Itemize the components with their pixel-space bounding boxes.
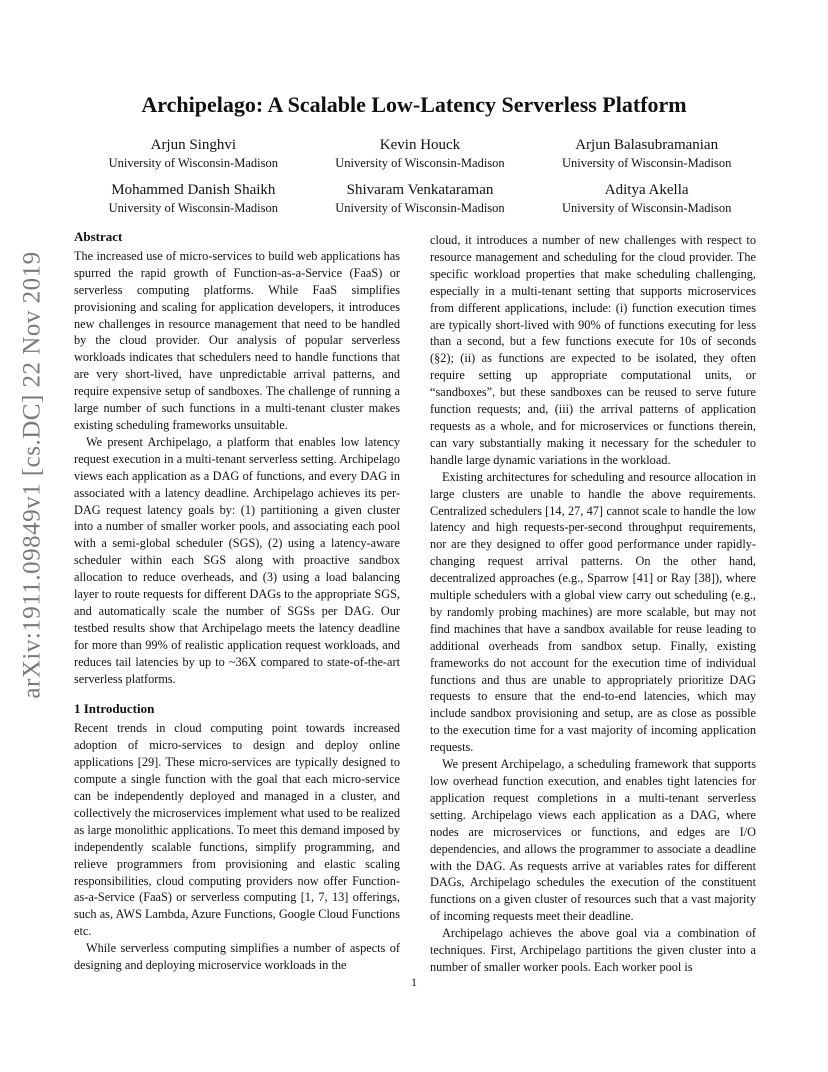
introduction-heading: 1 Introduction	[74, 701, 155, 717]
author-name: Aditya Akella	[604, 182, 689, 198]
arxiv-identifier-text: arXiv:1911.09849v1 [cs.DC] 22 Nov 2019	[19, 251, 47, 699]
author-block	[80, 181, 307, 216]
body-paragraph: Archipelago achieves the above goal via a combination of techniques. First, Archipelago partitions the given cluster into a number of smaller worker pools. Each worker pool is	[430, 926, 756, 974]
body-paragraph: cloud, it introduces a number of new challenges with respect to resource management and scheduling for the cloud provider. The specific workload properties that make scheduling challenging, especially in a multi-tenant setting that supports microservices from different applications, include: (i) function execution times are typically short-lived with 90% of functions executing for less than a second, but a few functions execute for 10s of seconds (§2); (ii) as functions are expected to be isolated, they often require setting up appropriate computational units, or “sandboxes”, but these sandboxes can be reused to serve future function requests; and, (iii) the arrival patterns of application requests as a whole, and for microservices or functions therein, can vary substantially making it necessary for the scheduler to handle large dynamic variations in the workload.	[430, 233, 756, 467]
abstract-paragraph: We present Archipelago, a platform that enables low latency request execution in a multi-tenant serverless setting. Archipelago views each application as a DAG of functions, and every DAG in associated with a latency deadline. Archipelago achieves its per-DAG request latency goals by: (1) partitioning a given cluster into a number of smaller worker pools, and associating each pool with a semi-global scheduler (SGS), (2) using a latency-aware scheduler within each SGS along with proactive sandbox allocation to reduce overheads, and (3) using a load balancing layer to route requests for different DAGs to the appropriate SGS, and automatically scale the number of SGSs per DAG. Our testbed results show that Archipelago meets the latency deadline for more than 99% of realistic application request workloads, and reduces tail latencies by up to ~36X compared to state-of-the-art serverless platforms.	[74, 434, 400, 686]
right-column	[430, 232, 756, 976]
author-list	[80, 136, 760, 216]
author-name: Arjun Balasubramanian	[575, 137, 719, 153]
author-affiliation: University of Wisconsin-Madison	[561, 201, 732, 215]
left-column	[74, 229, 400, 974]
author-name: Arjun Singhvi	[150, 137, 237, 153]
introduction-paragraph: Recent trends in cloud computing point towards increased adoption of micro-services to design and deploy online applications [29]. These micro-services are typically designed to compute a single function with the goal that each micro-service can be independently deployed and managed in a cluster, and collectively the microservices implement what used to be realized as large monolithic applications. To meet this demand imposed by independently scalable functions, simplify programming, and relieve programmers from provisioning and elastic scaling responsibilities, cloud computing providers now offer Function-as-a-Service (FaaS) or serverless computing [1, 7, 13] offerings, such as, AWS Lambda, Azure Functions, Google Cloud Functions etc.	[74, 721, 400, 939]
author-block	[307, 181, 534, 216]
page-number: 1	[411, 975, 417, 989]
author-affiliation: University of Wisconsin-Madison	[108, 201, 279, 215]
author-name: Shivaram Venkataraman	[346, 182, 494, 198]
author-name: Mohammed Danish Shaikh	[111, 182, 276, 198]
arxiv-identifier	[18, 251, 48, 699]
author-name: Kevin Houck	[379, 137, 461, 153]
paper-title: Archipelago: A Scalable Low-Latency Serverless Platform	[141, 92, 687, 117]
author-affiliation: University of Wisconsin-Madison	[108, 156, 279, 170]
abstract-paragraph: The increased use of micro-services to build web applications has spurred the rapid growth of Function-as-a-Service (FaaS) or serverless computing platforms. While FaaS simplifies provisioning and scaling for application developers, it introduces new challenges in resource management that need to be handled by the cloud provider. Our analysis of popular serverless workloads indicates that schedulers need to handle functions that are very short-lived, have unpredictable arrival patterns, and require expensive setup of sandboxes. The challenge of running a large number of such functions in a multi-tenant cluster makes existing scheduling frameworks unsuitable.	[74, 248, 400, 432]
author-block	[533, 136, 760, 171]
body-paragraph: We present Archipelago, a scheduling framework that supports low overhead function execution, and enables tight latencies for application request completions in a multi-tenant serverless setting. Archipelago views each application as a DAG, where nodes are microservices or functions, and edges are I/O dependencies, and allows the programmer to associate a deadline with the DAG. As requests arrive at variables rates for different DAGs, Archipelago schedules the execution of the constituent functions on a given cluster of resources such that a vast majority of incoming requests meet their deadline.	[430, 757, 756, 924]
introduction-paragraph: While serverless computing simplifies a number of aspects of designing and deploying microservice workloads in the	[74, 941, 400, 973]
author-block	[80, 136, 307, 171]
author-affiliation: University of Wisconsin-Madison	[561, 156, 732, 170]
author-affiliation: University of Wisconsin-Madison	[335, 201, 505, 215]
abstract-heading: Abstract	[74, 229, 123, 244]
author-block	[307, 136, 534, 171]
author-affiliation: University of Wisconsin-Madison	[335, 156, 505, 170]
author-block	[533, 181, 760, 216]
body-paragraph: Existing architectures for scheduling and resource allocation in large clusters are unable to handle the above requirements. Centralized schedulers [14, 27, 47] cannot scale to handle the low latency and high requests-per-second throughput requirements, nor are they designed to offer good performance under rapidly-changing request arrival patterns. On the other hand, decentralized approaches (e.g., Sparrow [41] or Ray [38]), where multiple schedulers with a global view carry out scheduling (e.g., by randomly probing machines) are more scalable, but may not find machines that have a sandbox available for reuse leading to additional overheads from sandbox setup. Finally, existing frameworks do not account for the execution time of individual functions and thus are unable to appropriately prioritize DAG requests to ensure that the end-to-end latencies, which may include sandbox provisioning and setup, are as close as possible to the execution time for a vast majority of incoming application requests.	[430, 469, 756, 755]
